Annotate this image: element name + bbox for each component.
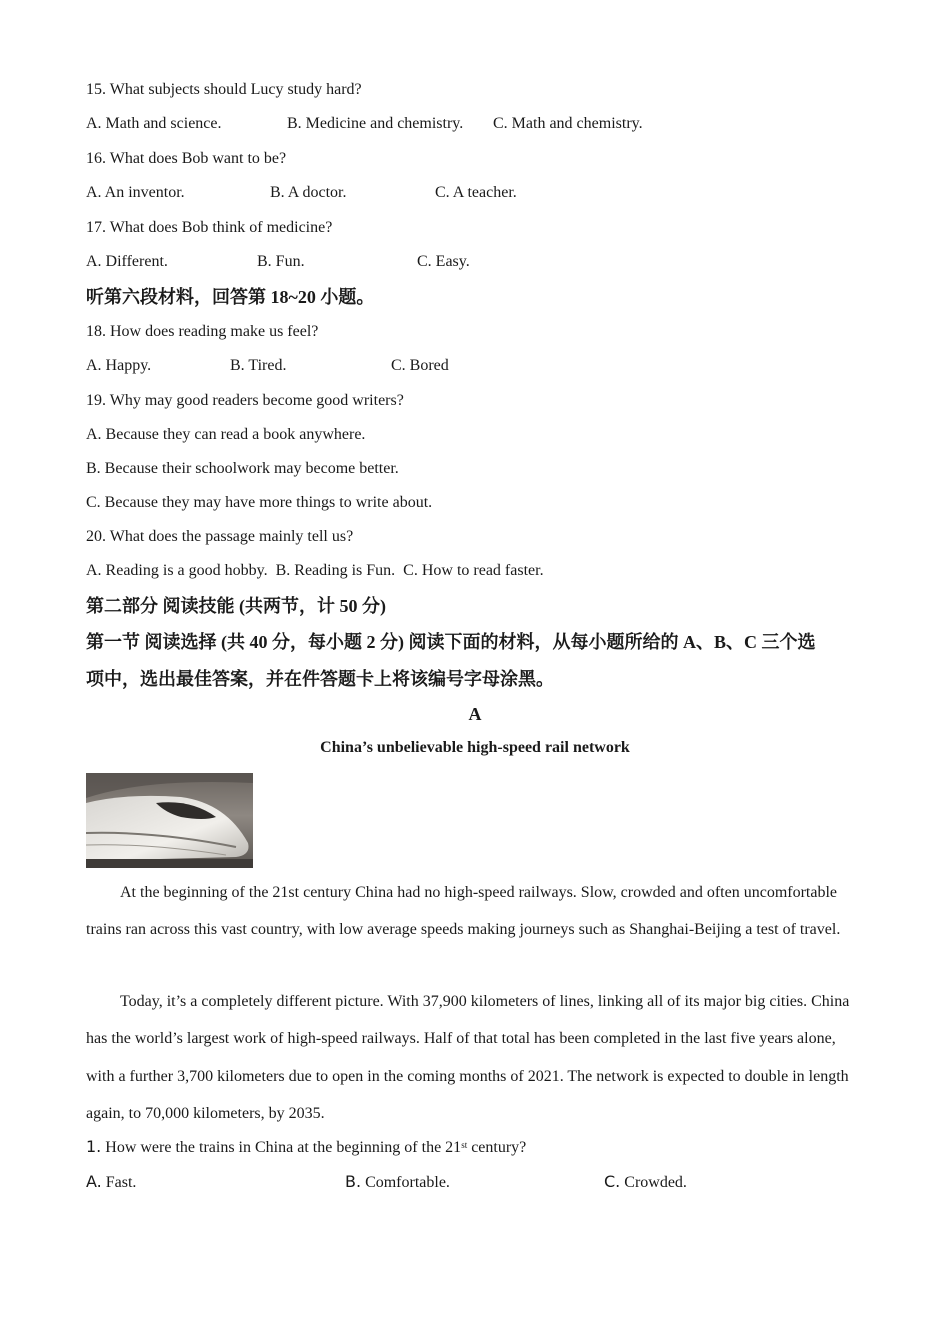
passage-paragraph-2: Today, it’s a completely different picture. With 37,900 kilometers of lines, linking all of its major big cities. China has the world’s largest work of high-speed railways. Half of that total has been completed in the last five years alone, with a further 3,700 kilometers due to open in the coming months of 2021. The network is expected to double in length again, to 70,000 kilometers, by 2035. [86, 993, 850, 1122]
option-a: A. Happy. [86, 357, 152, 374]
option-letter: C. [604, 1172, 621, 1191]
option-letter: A. [86, 1172, 102, 1191]
option-text: Fast. [105, 1174, 137, 1191]
option-b: B. Medicine and chemistry. [287, 115, 464, 132]
part-2-section-1-instructions-line-1: 第一节 阅读选择 (共 40 分，每小题 2 分) 阅读下面的材料，从每小题所给的 A、B、C 三个选 [86, 632, 816, 652]
section-6-heading: 听第六段材料，回答第 18~20 小题。 [86, 287, 375, 307]
question-19-option-c: C. Because they may have more things to write about. [86, 494, 433, 511]
option-c: C. Bored [391, 357, 449, 374]
option-a: A. Different. [86, 253, 168, 270]
part-2-heading: 第二部分 阅读技能 (共两节，计 50 分) [86, 596, 386, 616]
question-18-stem: 18. How does reading make us feel? [86, 323, 319, 340]
option-c: C. A teacher. [435, 184, 517, 201]
option-c [604, 1172, 687, 1193]
question-19-option-a: A. Because they can read a book anywhere. [86, 426, 366, 443]
high-speed-train-photo [86, 773, 253, 868]
question-16-stem: 16. What does Bob want to be? [86, 150, 287, 167]
passage-title: China’s unbelievable high-speed rail network [320, 739, 630, 756]
question-19-stem: 19. Why may good readers become good writers? [86, 392, 404, 409]
option-letter: B. [345, 1172, 362, 1191]
option-text: Comfortable. [365, 1174, 450, 1191]
question-text: How were the trains in China at the beginning of the 21 [105, 1139, 462, 1156]
ordinal-suffix: st [461, 1140, 468, 1150]
question-15-stem: 15. What subjects should Lucy study hard? [86, 81, 362, 98]
option-b: B. A doctor. [270, 184, 347, 201]
option-b [345, 1172, 450, 1193]
option-a: A. An inventor. [86, 184, 185, 201]
passage-label: A [468, 704, 482, 724]
option-text: Crowded. [624, 1174, 687, 1191]
part-2-section-1-instructions-line-2: 项中，选出最佳答案，并在件答题卡上将该编号字母涂黑。 [86, 669, 554, 689]
question-text-end: century? [467, 1139, 527, 1156]
passage-paragraph-1: At the beginning of the 21st century China had no high-speed railways. Slow, crowded and often uncomfortable trains ran across this vast country, with low average speeds making journeys such as Shanghai-Beijing a test of travel. [86, 884, 841, 939]
option-c: C. Easy. [417, 253, 470, 270]
option-a: A. Math and science. [86, 115, 222, 132]
option-a [86, 1172, 136, 1193]
option-b: B. Tired. [230, 357, 287, 374]
question-1-stem [86, 1137, 526, 1158]
option-b: B. Fun. [257, 253, 305, 270]
question-20-options: A. Reading is a good hobby. B. Reading is Fun. C. How to read faster. [86, 562, 544, 579]
question-20-stem: 20. What does the passage mainly tell us? [86, 528, 354, 545]
option-c: C. Math and chemistry. [493, 115, 643, 132]
question-17-stem: 17. What does Bob think of medicine? [86, 219, 333, 236]
question-19-option-b: B. Because their schoolwork may become better. [86, 460, 399, 477]
question-number: 1. [86, 1137, 102, 1156]
